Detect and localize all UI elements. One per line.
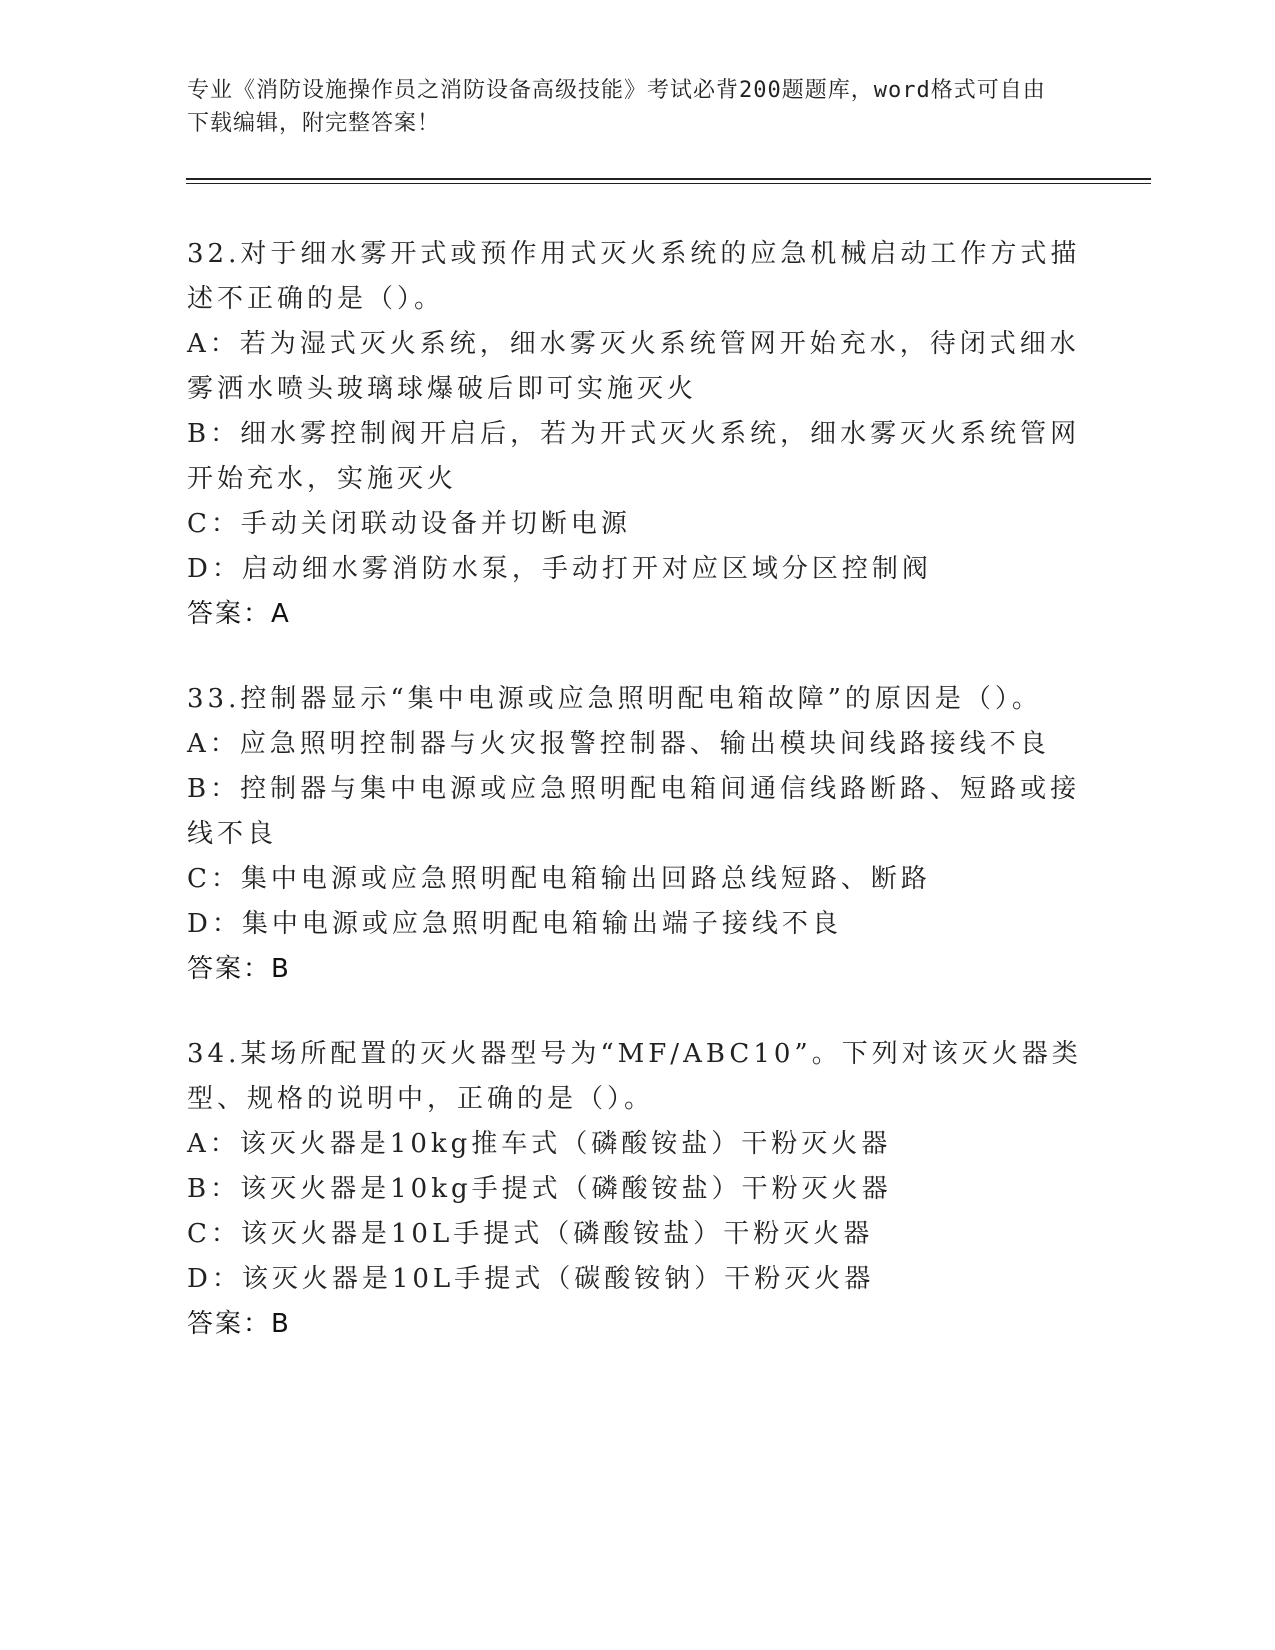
option-a: A：若为湿式灭火系统，细水雾灭火系统管网开始充水，待闭式细水雾洒水喷头玻璃球爆破后即可实施灭火 (187, 329, 1080, 404)
question-33 (187, 677, 1087, 992)
option-d: D：启动细水雾消防水泵，手动打开对应区域分区控制阀 (187, 554, 932, 584)
option-d: D：集中电源或应急照明配电箱输出端子接线不良 (187, 909, 842, 939)
option-c: C：手动关闭联动设备并切断电源 (187, 509, 631, 539)
option-b: B：该灭火器是10kg手提式（磷酸铵盐）干粉灭火器 (187, 1174, 892, 1204)
question-list (187, 232, 1087, 1387)
question-34 (187, 1032, 1087, 1347)
document-header: 专业《消防设施操作员之消防设备高级技能》考试必背200题题库，word格式可自由下载编辑，附完整答案！ (187, 78, 1046, 136)
option-c: C：该灭火器是10L手提式（磷酸铵盐）干粉灭火器 (187, 1219, 874, 1249)
header-divider (186, 178, 1151, 184)
answer-label: 答案：B (187, 954, 291, 984)
question-stem: 33.控制器显示“集中电源或应急照明配电箱故障”的原因是（）。 (187, 684, 1042, 714)
question-stem: 32.对于细水雾开式或预作用式灭火系统的应急机械启动工作方式描述不正确的是（）。 (187, 239, 1081, 314)
option-b: B：细水雾控制阀开启后，若为开式灭火系统，细水雾灭火系统管网开始充水，实施灭火 (187, 419, 1081, 494)
answer-label: 答案：B (187, 1309, 291, 1339)
option-d: D：该灭火器是10L手提式（碳酸铵钠）干粉灭火器 (187, 1264, 875, 1294)
option-a: A：该灭火器是10kg推车式（磷酸铵盐）干粉灭火器 (187, 1129, 892, 1159)
option-a: A：应急照明控制器与火灾报警控制器、输出模块间线路接线不良 (187, 729, 1050, 759)
answer-label: 答案：A (187, 599, 291, 629)
option-c: C：集中电源或应急照明配电箱输出回路总线短路、断路 (187, 864, 931, 894)
question-stem: 34.某场所配置的灭火器型号为“MF/ABC10”。下列对该灭火器类型、规格的说明中，正确的是（）。 (187, 1039, 1082, 1114)
option-b: B：控制器与集中电源或应急照明配电箱间通信线路断路、短路或接线不良 (187, 774, 1081, 849)
question-32 (187, 232, 1087, 637)
